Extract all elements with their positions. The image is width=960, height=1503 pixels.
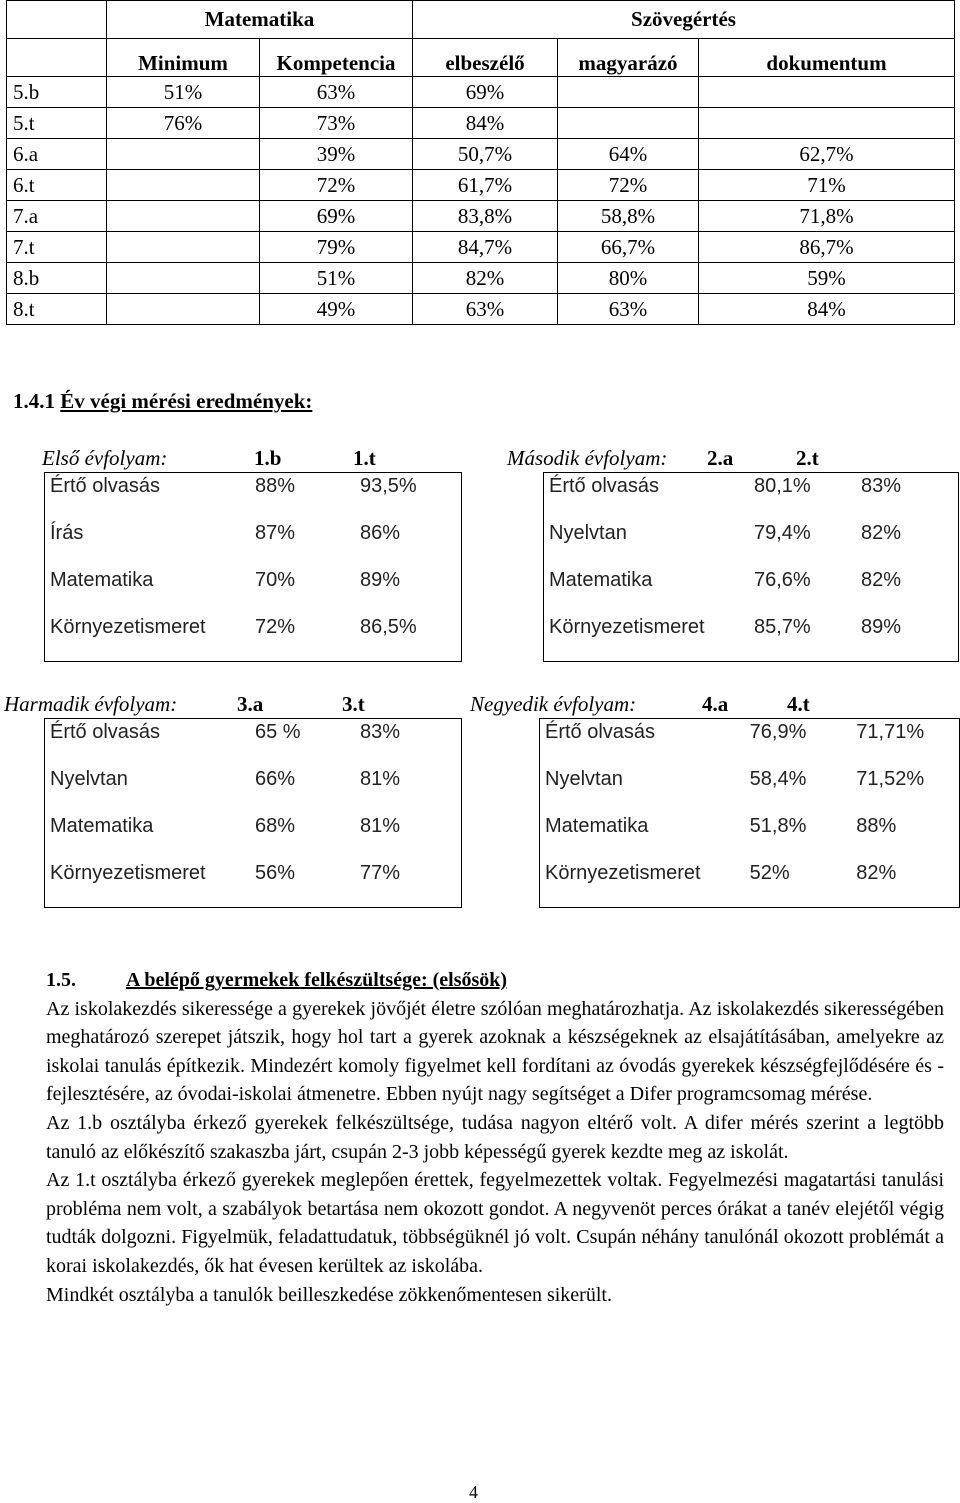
subject-cell: Nyelvtan (540, 766, 745, 813)
table-cell: 82% (413, 263, 558, 294)
value-cell: 86,5% (355, 614, 462, 662)
table-row (544, 614, 959, 662)
table-group-header-row (7, 1, 955, 39)
value-cell: 79,4% (754, 522, 811, 544)
table-cell (107, 201, 260, 232)
grade-1-header (42, 446, 167, 471)
value-cell: 81% (355, 766, 462, 813)
table-cell: 51% (260, 263, 413, 294)
table-row (7, 294, 955, 325)
table-cell: 59% (699, 263, 955, 294)
table-cell: 84% (413, 108, 558, 139)
table-cell: 86,7% (699, 232, 955, 263)
table-row (540, 860, 960, 908)
column-header: Minimum (107, 39, 260, 77)
value-cell: 68% (255, 815, 296, 837)
value-cell: 52% (745, 860, 852, 908)
table-cell: 69% (260, 201, 413, 232)
class-label: 2.a (707, 446, 734, 470)
table-cell: 80% (558, 263, 699, 294)
paragraph: Az iskolakezdés sikeressége a gyerekek jövőjét életre szólóan meghatározhatja. Az iskolakezdés sikerességében meghatározó szerepet játszik, hogy hol tart a gyerek azoknak a készségeknek az elsajátításában, amelyekre az iskolai tanulás építkezik. Mindezért komoly figyelmet kell fordítani az óvodás gyerekek készségfejlődésére és - fejlesztésére, az óvodai-iskolai átmenetre. Ebben nyújt nagy segítséget a Difer programcsomag mérése. (46, 997, 944, 1106)
table-row (7, 201, 955, 232)
table-cell: 51% (107, 77, 260, 108)
grade-label: Harmadik évfolyam: (4, 692, 178, 716)
table-cell: 8.b (7, 263, 107, 294)
grade-3-class-a (237, 692, 263, 717)
subject-cell: Matematika (544, 567, 750, 614)
paragraph: Az 1.b osztályba érkező gyerekek felkészültsége, tudása nagyon eltérő volt. A difer mérés szerint a legtöbb tanuló az előkészítő szakaszba járt, csupán 2-3 jobb képességű gyerek kezdte meg az iskolát. (46, 1111, 944, 1163)
table-row (7, 232, 955, 263)
table-cell (7, 1, 107, 39)
table-cell: 63% (558, 294, 699, 325)
column-header: Kompetencia (260, 39, 413, 77)
class-label: 2.t (796, 446, 819, 470)
competency-results-table (6, 0, 955, 325)
table-cell: 8.t (7, 294, 107, 325)
value-cell: 66% (255, 768, 296, 790)
class-label: 3.a (237, 692, 264, 716)
table-row (544, 473, 959, 521)
table-row (45, 567, 462, 614)
value-cell: 88% (851, 813, 959, 860)
table-cell: 83,8% (413, 201, 558, 232)
value-cell: 77% (355, 860, 462, 908)
subject-cell: Nyelvtan (544, 520, 750, 567)
section-title: A belépő gyermekek felkészültsége: (elsősök) (126, 969, 508, 991)
subject-cell: Környezetismeret (45, 860, 251, 908)
value-cell: 85,7% (749, 614, 856, 662)
table-header-row (7, 39, 955, 77)
value-cell: 71,71% (851, 719, 959, 767)
table-cell: 63% (260, 77, 413, 108)
value-cell: 93,5% (355, 473, 462, 521)
grade-label: Negyedik évfolyam: (470, 692, 637, 716)
grade-3-class-b (342, 692, 365, 717)
table-cell: 39% (260, 139, 413, 170)
table-cell (699, 77, 955, 108)
table-cell: 5.b (7, 77, 107, 108)
subject-cell: Írás (45, 520, 251, 567)
value-cell: 81% (355, 813, 462, 860)
table-row (45, 473, 462, 521)
table-cell (107, 139, 260, 170)
subject-cell: Környezetismeret (540, 860, 745, 908)
table-row (540, 719, 960, 767)
table-cell (558, 77, 699, 108)
table-row (7, 170, 955, 201)
subject-cell: Matematika (45, 567, 251, 614)
grade-2-class-a (707, 446, 733, 471)
subject-cell: Nyelvtan (45, 766, 251, 813)
table-row (544, 520, 959, 567)
table-row (45, 766, 462, 813)
value-cell: 89% (856, 614, 959, 662)
table-cell: 69% (413, 77, 558, 108)
subject-cell: Értő olvasás (540, 719, 745, 767)
table-cell (699, 108, 955, 139)
section-title: Év végi mérési eredmények: (60, 389, 313, 413)
value-cell: 76,6% (754, 569, 811, 591)
paragraph: Az 1.t osztályba érkező gyerekek meglepően érettek, fegyelmezettek voltak. Fegyelmezési magatartási tanulási probléma nem volt, a szabályok betartása nem okozott gondot. A negyvenöt perces órákat a tanév elejétől végig tudták dolgozni. Figyelmük, feladattudatuk, többségüknél jó volt. Csupán néhány tanulónál okozott problémát a korai iskolakezdés, ők hat évesen kerültek az iskolába. (46, 1169, 944, 1277)
table-cell (107, 232, 260, 263)
table-row (45, 719, 462, 767)
class-label: 1.b (254, 446, 282, 470)
table-cell: 58,8% (558, 201, 699, 232)
group-header-szovegertes: Szövegértés (413, 1, 955, 39)
value-cell: 51,8% (749, 815, 807, 837)
subject-cell: Környezetismeret (45, 614, 251, 662)
table-cell: 66,7% (558, 232, 699, 263)
grade-label: Második évfolyam: (507, 446, 668, 470)
section-heading-141 (13, 389, 312, 414)
table-cell: 61,7% (413, 170, 558, 201)
table-cell: 6.t (7, 170, 107, 201)
grade-1-table (44, 472, 462, 662)
class-label: 1.t (353, 446, 376, 470)
table-row (540, 766, 960, 813)
table-row (7, 108, 955, 139)
value-cell: 82% (856, 567, 959, 614)
value-cell: 56% (250, 860, 355, 908)
table-cell: 7.a (7, 201, 107, 232)
table-cell (107, 170, 260, 201)
table-cell: 6.a (7, 139, 107, 170)
table-row (45, 520, 462, 567)
column-header: magyarázó (558, 39, 699, 77)
section-15-body (46, 966, 944, 1309)
subject-cell: Értő olvasás (45, 473, 251, 521)
group-header-matematika: Matematika (107, 1, 413, 39)
value-cell: 87% (255, 522, 296, 544)
grade-2-table (543, 472, 959, 662)
subject-cell: Értő olvasás (544, 473, 750, 521)
table-cell: 63% (413, 294, 558, 325)
table-row (45, 813, 462, 860)
table-row (7, 139, 955, 170)
table-row (7, 263, 955, 294)
section-number: 1.4.1 (13, 389, 55, 413)
class-label: 3.t (342, 692, 365, 716)
table-cell: 72% (558, 170, 699, 201)
section-heading-15 (46, 966, 944, 995)
page-number: 4 (469, 1482, 478, 1502)
value-cell: 82% (856, 520, 959, 567)
table-row (45, 860, 462, 908)
value-cell: 80,1% (749, 473, 856, 521)
value-cell: 58,4% (749, 768, 807, 790)
section-number: 1.5. (46, 969, 76, 991)
column-header (7, 39, 107, 77)
grade-1-class-a (254, 446, 281, 471)
grade-3-table (44, 718, 462, 908)
class-label: 4.a (702, 692, 729, 716)
subject-cell: Környezetismeret (544, 614, 750, 662)
table-row (7, 77, 955, 108)
value-cell: 71,52% (851, 766, 959, 813)
table-cell: 76% (107, 108, 260, 139)
table-cell: 84% (699, 294, 955, 325)
table-row (540, 813, 960, 860)
table-cell: 7.t (7, 232, 107, 263)
grade-4-class-a (702, 692, 728, 717)
grade-4-header (470, 692, 636, 717)
value-cell: 65 % (250, 719, 355, 767)
grade-2-header (507, 446, 667, 471)
table-cell: 62,7% (699, 139, 955, 170)
paragraph: Mindkét osztályba a tanulók beilleszkedése zökkenőmentesen sikerült. (46, 1283, 612, 1306)
value-cell: 76,9% (745, 719, 852, 767)
table-cell (558, 108, 699, 139)
table-cell: 84,7% (413, 232, 558, 263)
table-cell (107, 294, 260, 325)
table-cell: 64% (558, 139, 699, 170)
value-cell: 83% (355, 719, 462, 767)
table-cell: 71,8% (699, 201, 955, 232)
value-cell: 88% (250, 473, 355, 521)
value-cell: 72% (250, 614, 355, 662)
value-cell: 70% (255, 569, 296, 591)
value-cell: 82% (851, 860, 959, 908)
value-cell: 86% (355, 520, 462, 567)
table-cell: 72% (260, 170, 413, 201)
table-cell: 5.t (7, 108, 107, 139)
grade-1-class-b (353, 446, 376, 471)
grade-3-header (4, 692, 177, 717)
table-cell: 79% (260, 232, 413, 263)
grade-4-table (539, 718, 960, 908)
table-cell: 71% (699, 170, 955, 201)
table-cell: 50,7% (413, 139, 558, 170)
grade-2-class-b (796, 446, 819, 471)
table-row (45, 614, 462, 662)
table-row (544, 567, 959, 614)
subject-cell: Matematika (540, 813, 745, 860)
value-cell: 89% (355, 567, 462, 614)
table-cell: 73% (260, 108, 413, 139)
grade-4-class-b (787, 692, 810, 717)
grade-label: Első évfolyam: (42, 446, 168, 470)
subject-cell: Értő olvasás (45, 719, 251, 767)
column-header: dokumentum (699, 39, 955, 77)
subject-cell: Matematika (45, 813, 251, 860)
class-label: 4.t (787, 692, 810, 716)
table-cell (107, 263, 260, 294)
table-cell: 49% (260, 294, 413, 325)
value-cell: 83% (856, 473, 959, 521)
column-header: elbeszélő (413, 39, 558, 77)
